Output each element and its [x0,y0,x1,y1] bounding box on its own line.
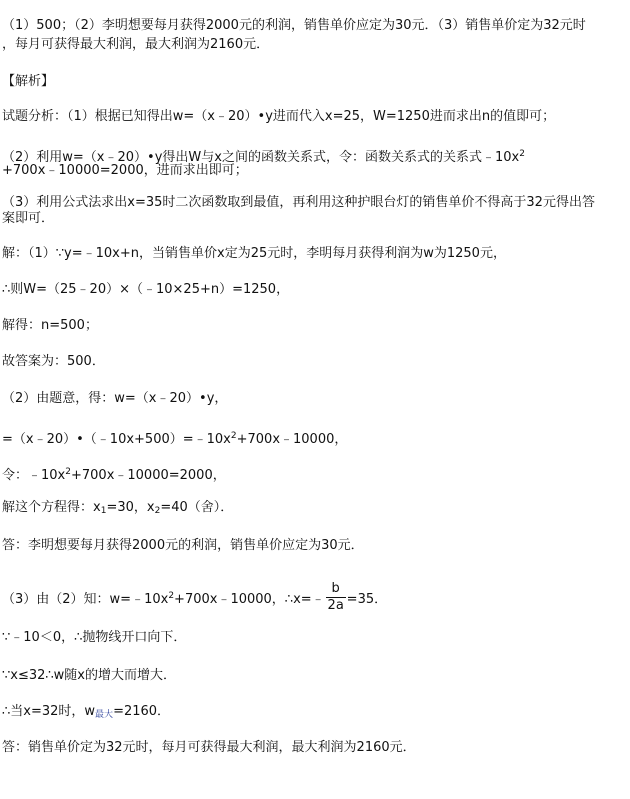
solution-step-13: ∴当x=32时，$w_{最大}=2160$． [2,704,171,720]
analysis-heading: 【解析】 [2,74,55,89]
solution-step-8: 解这个方程得：$x_1=30$，$x_2=40$（舍）． [2,500,234,516]
analysis-part-3-line-2: 案即可． [2,211,55,226]
solution-step-1: 解：（1）∵y=﹣10x+n，当销售单价x定为25元时，李明每月获得利润为w为1250元， [2,246,506,261]
solution-step-4: 故答案为：500． [2,354,105,369]
solution-step-7: 令：$﹣10x^2+700x﹣10000=2000$， [2,467,226,483]
solution-step-3: 解得：n=500； [2,318,98,333]
solution-step-9: 答：李明想要每月获得2000元的利润，销售单价应定为30元． [2,538,364,553]
analysis-part-2-line-2: +700x﹣10000=2000，进而求出即可； [2,163,248,178]
solution-step-11: ∵﹣10＜0，∴抛物线开口向下． [2,630,187,645]
solution-step-6: $=(x﹣20)•(﹣10x+500)=﹣10x^2+700x﹣10000$， [2,431,348,447]
solution-step-12: ∵x≤32∴w随x的增大而增大． [2,668,176,683]
solution-final-answer: 答：销售单价定为32元时，每月可获得最大利润，最大利润为2160元． [2,740,416,755]
analysis-part-3-line-1: （3）利用公式法求出x=35时二次函数取到最值，再利用这种护眼台灯的销售单价不得高于32元得出答 [2,195,595,210]
fraction-b-over-2a: $\frac{b}{2a}$ [327,581,344,613]
answer-line-1: （1）500；（2）李明想要每月获得2000元的利润，销售单价应定为30元．（3）销售单价定为32元时 [2,18,586,33]
solution-step-5: （2）由题意，得：w=（x﹣20）•y， [2,391,228,406]
analysis-part-1: 试题分析：（1）根据已知得出w=（x﹣20）•y进而代入x=25，W=1250进而求出n的值即可； [2,109,556,124]
analysis-part-2-line-1: （2）利用w=（x﹣20）•y得出W与x之间的函数关系式，令：函数关系式的关系式$﹣10x^2$ [2,149,525,165]
solution-step-10: （3）由（2）知：$w=﹣10x^2+700x﹣10000$，∴x=﹣ $\frac{b}{2a}$ =35． [2,581,388,613]
answer-line-2: ，每月可获得最大利润，最大利润为2160元． [2,37,270,52]
solution-step-2: ∴则W=（25﹣20）×（﹣10×25+n）=1250， [2,282,290,297]
